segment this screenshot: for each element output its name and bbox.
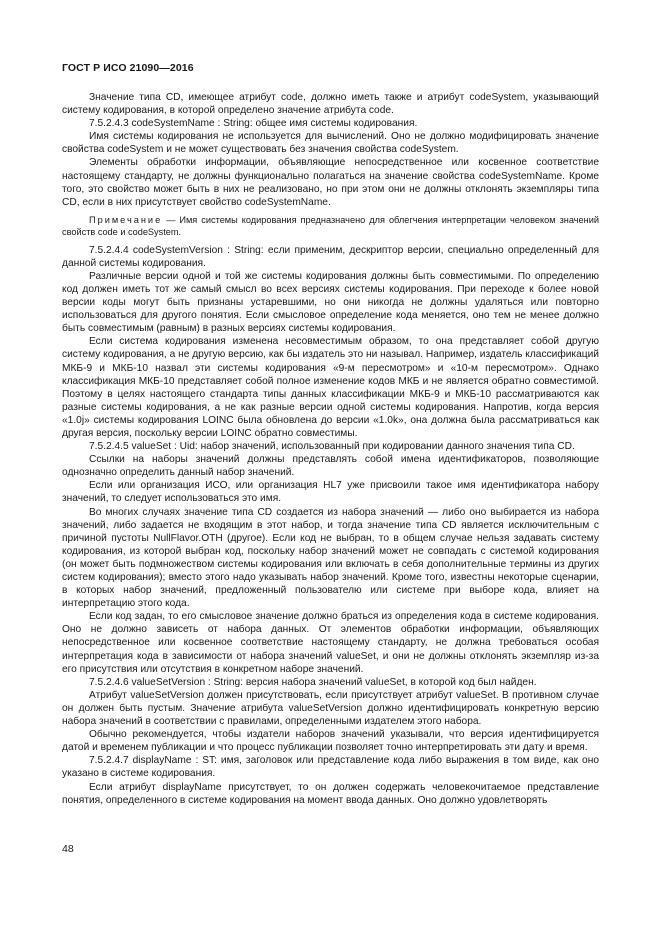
note-text: — Имя системы кодирования предназначено для облегчения интерпретации человеком значений свойств code и codeSystem. [62,214,599,238]
paragraph: Если атрибут displayName присутствует, то он должен содержать человекочитаемое представление понятия, определенного в системе кодирования на момент ввода данных. Оно должно удовлетворять [62,781,599,806]
paragraph: Во многих случаях значение типа CD создается из набора значений — либо оно выбирается из набора значений, либо задается не входящим в этот набор, и тогда значение типа CD является исключительным с причиной пустоты NullFlavor.OTH (другое). Если код не выбран, то в общем случае нельзя задавать систему кодирования, из которой выбран код, поскольку набор значений может не совпадать с системой кодирования (он может быть подмножеством системы кодирования или включать в себя дополнительные термины из других систем кодирования); вместо этого надо указывать набор значений. Кроме того, известны некоторые сценарии, в которых набор значений, предложенный пользователю или системе при выборе кода, влияет на интерпретацию этого кода. [62,506,599,610]
paragraph: Значение типа CD, имеющее атрибут code, должно иметь также и атрибут codeSystem, указывающий систему кодирования, в которой определено значение атрибута code. [62,92,599,117]
section-heading: 7.5.2.4.4 codeSystemVersion : String: если применим, дескриптор версии, специально определенный для данной системы кодирования. [62,244,599,269]
note [62,214,599,239]
paragraph: Атрибут valueSetVersion должен присутствовать, если присутствует атрибут valueSet. В противном случае он должен быть пустым. Значение атрибута valueSetVersion должно идентифицировать конкретную версию набора значений в соответствии с правилами, определенными издателем этого набора. [62,689,599,728]
paragraph: Ссылки на наборы значений должны представлять собой имена идентификаторов, позволяющие однозначно определить данный набор значений. [62,454,599,479]
section-heading: 7.5.2.4.7 displayName : ST: имя, заголовок или представление кода либо выражения в том виде, как оно указано в системе кодирования. [62,755,599,780]
paragraph: Элементы обработки информации, объявляющие непосредственное или косвенное соответствие настоящему стандарту, не должны функционально полагаться на значение свойства codeSystemName. Кроме того, это свойство может быть в них не реализовано, но при этом они не должны отклонять экземпляры типа CD, если в них присутствует свойство codeSystemName. [62,157,599,208]
page-number: 48 [62,843,74,855]
note-label: Примечание [89,214,163,225]
paragraph: Если код задан, то его смысловое значение должно браться из определения кода в системе кодирования. Оно не должно зависеть от набора данных. От элементов обработки информации, объявляющих непосредственное или косвенное соответствие настоящему стандарту, не должна требоваться особая интерпретация кода в зависимости от набора значений valueSet, и они не должны отклонять экземпляр из-за его присутствия или отсутствия в конкретном наборе значений. [62,611,599,675]
paragraph: Если или организация ИСО, или организация HL7 уже присвоили такое имя идентификатора набору значений, то следует использоваться это имя. [62,480,599,505]
section-heading: 7.5.2.4.3 codeSystemName : String: общее имя системы кодирования. [89,118,418,130]
paragraph: Различные версии одной и той же системы кодирования должны быть совместимыми. По определению код должен иметь тот же самый смысл во всех версиях системы кодирования. При переходе к более новой версии коды могут быть признаны устаревшими, но они никогда не должны удаляться или повторно использоваться для другого понятия. Если смысловое определение кода меняется, оно тем не менее должно быть совместимым (равным) в разных версиях системы кодирования. [62,270,599,335]
paragraph: Если система кодирования изменена несовместимым образом, то она представляет собой другую систему кодирования, а не другую версию, как бы издатель это ни называл. Например, издатель классификаций МКБ-9 и МКБ-10 назвал эти системы кодирования «9-м пересмотром» и «10-м пересмотром». Однако классификация МКБ-10 представляет собой полное изменение кодов МКБ и не является обратно совместимой. Поэтому в целях настоящего стандарта типы данных классификации МКБ-9 и МКБ-10 рассматриваются как разные системы кодирования, а не как разные версии одной системы кодирования. Напротив, когда версия «1.0j» системы кодирования LOINC была обновлена до версии «1.0k», она должна была рассматриваться как другая версия, поскольку версии LOINC обратно совместимы. [62,336,599,439]
section-heading: 7.5.2.4.5 valueSet : Uid: набор значений, использованный при кодировании данного значения типа CD. [89,441,575,453]
document-header: ГОСТ Р ИСО 21090—2016 [62,62,194,74]
section-heading: 7.5.2.4.6 valueSetVersion : String: версия набора значений valueSet, в которой код был найден. [89,676,537,688]
paragraph: Обычно рекомендуется, чтобы издатели наборов значений указывали, что версия идентифицируется датой и временем публикации и что процесс публикации позволяет точно интерпретировать эти дату и время. [62,729,599,754]
document-body [62,91,599,807]
paragraph: Имя системы кодирования не используется для вычислений. Оно не должно модифицировать значение свойства codeSystem и не может существовать без значения свойства codeSystem. [62,131,599,156]
